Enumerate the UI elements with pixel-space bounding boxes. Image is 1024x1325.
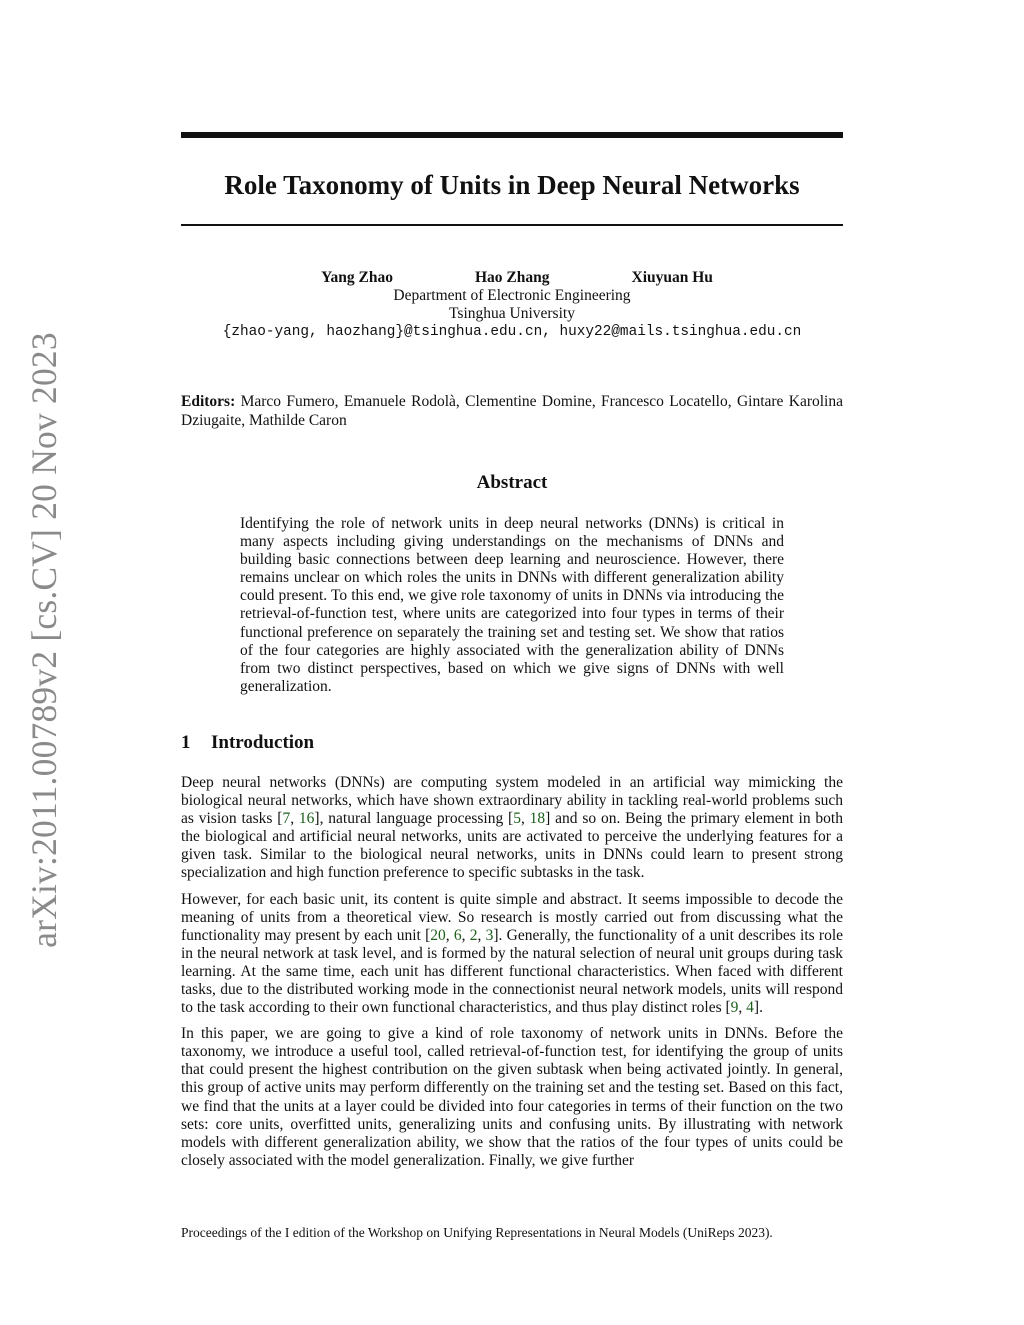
citation-link[interactable]: 5: [513, 810, 521, 828]
editors-block: [181, 393, 843, 430]
editors-label: Editors:: [181, 393, 236, 410]
abstract-text: Identifying the role of network units in deep neural networks (DNNs) is critical in many aspects including giving understandings on the mechanisms of DNNs and building basic connections between deep learning and neuroscience. However, there remains unclear on which roles the units in DNNs with different generalization ability could present. To this end, we give role taxonomy of units in DNNs via introducing the retrieval-of-function test, where units are categorized into four types in terms of their functional preference on separately the training set and testing set. We show that ratios of the four categories are highly associated with the generalization ability of DNNs from two distinct perspectives, based on which we give signs of DNNs with well generalization.: [240, 515, 784, 695]
text-run: ]. Generally, the functionality of a unit describes its role in the neural network at task level, and is formed by the natural selection of neural unit groups during task learning. At the same time, each unit has different functional characteristics. When faced with different tasks, due to the distributed working mode in the connectionist neural network models, units will respond to the task according to their own functional characteristics, and thus play distinct roles [: [181, 926, 844, 1017]
author-name: Xiuyuan Hu: [631, 269, 713, 286]
citation-link[interactable]: 3: [485, 926, 494, 944]
author-name: Hao Zhang: [475, 269, 550, 286]
intro-paragraph-1: [181, 774, 843, 883]
text-run: However, for each basic unit, its content is quite simple and abstract. It seems impossible to decode the meaning of units from a theoretical view. So research is mostly carried out from discussing what the functionality may present by each unit [: [181, 890, 843, 944]
author-block: [181, 269, 843, 341]
section-heading: [181, 732, 843, 754]
section-title: Introduction: [211, 731, 315, 753]
citation-link[interactable]: 18: [529, 810, 546, 828]
intro-paragraph-3: In this paper, we are going to give a kind of role taxonomy of network units in DNNs. Before the taxonomy, we introduce a useful tool, called retrieval-of-function test, for identifying the group of units that could present the highest contribution on the given subtask when being activated jointly. In general, this group of active units may perform differently on the training set and the testing set. Based on this fact, we find that the units at a layer could be divided into four categories in terms of their function on the two sets: core units, overfitted units, generalizing units and confusing units. By illustrating with network models with different generalization ability, we show that the ratios of the four types of units could be closely associated with the model generalization. Finally, we give further: [181, 1025, 843, 1169]
text-run: ,: [290, 810, 299, 828]
citation-link[interactable]: 4: [746, 999, 754, 1017]
text-run: ].: [753, 999, 763, 1017]
intro-paragraph-2: [181, 891, 843, 1018]
text-run: ,: [461, 926, 470, 944]
citation-link[interactable]: 2: [469, 926, 478, 944]
arxiv-id: arXiv:2011.00789v2 [cs.CV] 20 Nov 2023: [24, 332, 64, 948]
paper-page: [181, 132, 843, 1170]
title-bottom-rule: [181, 224, 843, 226]
author-university: Tsinghua University: [449, 305, 575, 322]
title-top-rule: [181, 132, 843, 138]
proceedings-footer: Proceedings of the I edition of the Workshop on Unifying Representations in Neural Models (UniReps 2023).: [181, 1225, 773, 1240]
editors-names: Marco Fumero, Emanuele Rodolà, Clementine Domine, Francesco Locatello, Gintare Karolina Dziugaite, Mathilde Caron: [181, 393, 843, 429]
author-emails: {zhao-yang, haozhang}@tsinghua.edu.cn, huxy22@mails.tsinghua.edu.cn: [222, 324, 802, 340]
text-run: ], natural language processing [: [314, 810, 514, 828]
text-run: ,: [477, 926, 486, 944]
abstract-heading: Abstract: [476, 472, 548, 493]
citation-link[interactable]: 9: [730, 999, 739, 1017]
text-run: ,: [445, 926, 454, 944]
citation-link[interactable]: 16: [298, 810, 315, 828]
section-number: 1: [181, 731, 191, 753]
text-run: ,: [520, 810, 530, 828]
paper-title: Role Taxonomy of Units in Deep Neural Networks: [224, 170, 800, 200]
text-run: Deep neural networks (DNNs) are computing system modeled in an artificial way mimicking the biological neural networks, which have shown extraordinary ability in tackling real-world problems such as vision tasks [: [181, 773, 843, 828]
author-department: Department of Electronic Engineering: [393, 287, 631, 304]
text-run: ,: [738, 999, 747, 1017]
citation-link[interactable]: 7: [282, 810, 291, 828]
author-names: [191, 269, 843, 287]
text-run: ] and so on. Being the primary element in both the biological and artificial neural networks, units are activated to perceive the underlying features for a given task. Similar to the biological neural networks, units in DNNs could learn to present strong specialization and high function preference to specific subtasks in the task.: [181, 810, 843, 882]
citation-link[interactable]: 20: [430, 926, 446, 944]
author-name: Yang Zhao: [321, 269, 393, 286]
citation-link[interactable]: 6: [453, 926, 462, 944]
